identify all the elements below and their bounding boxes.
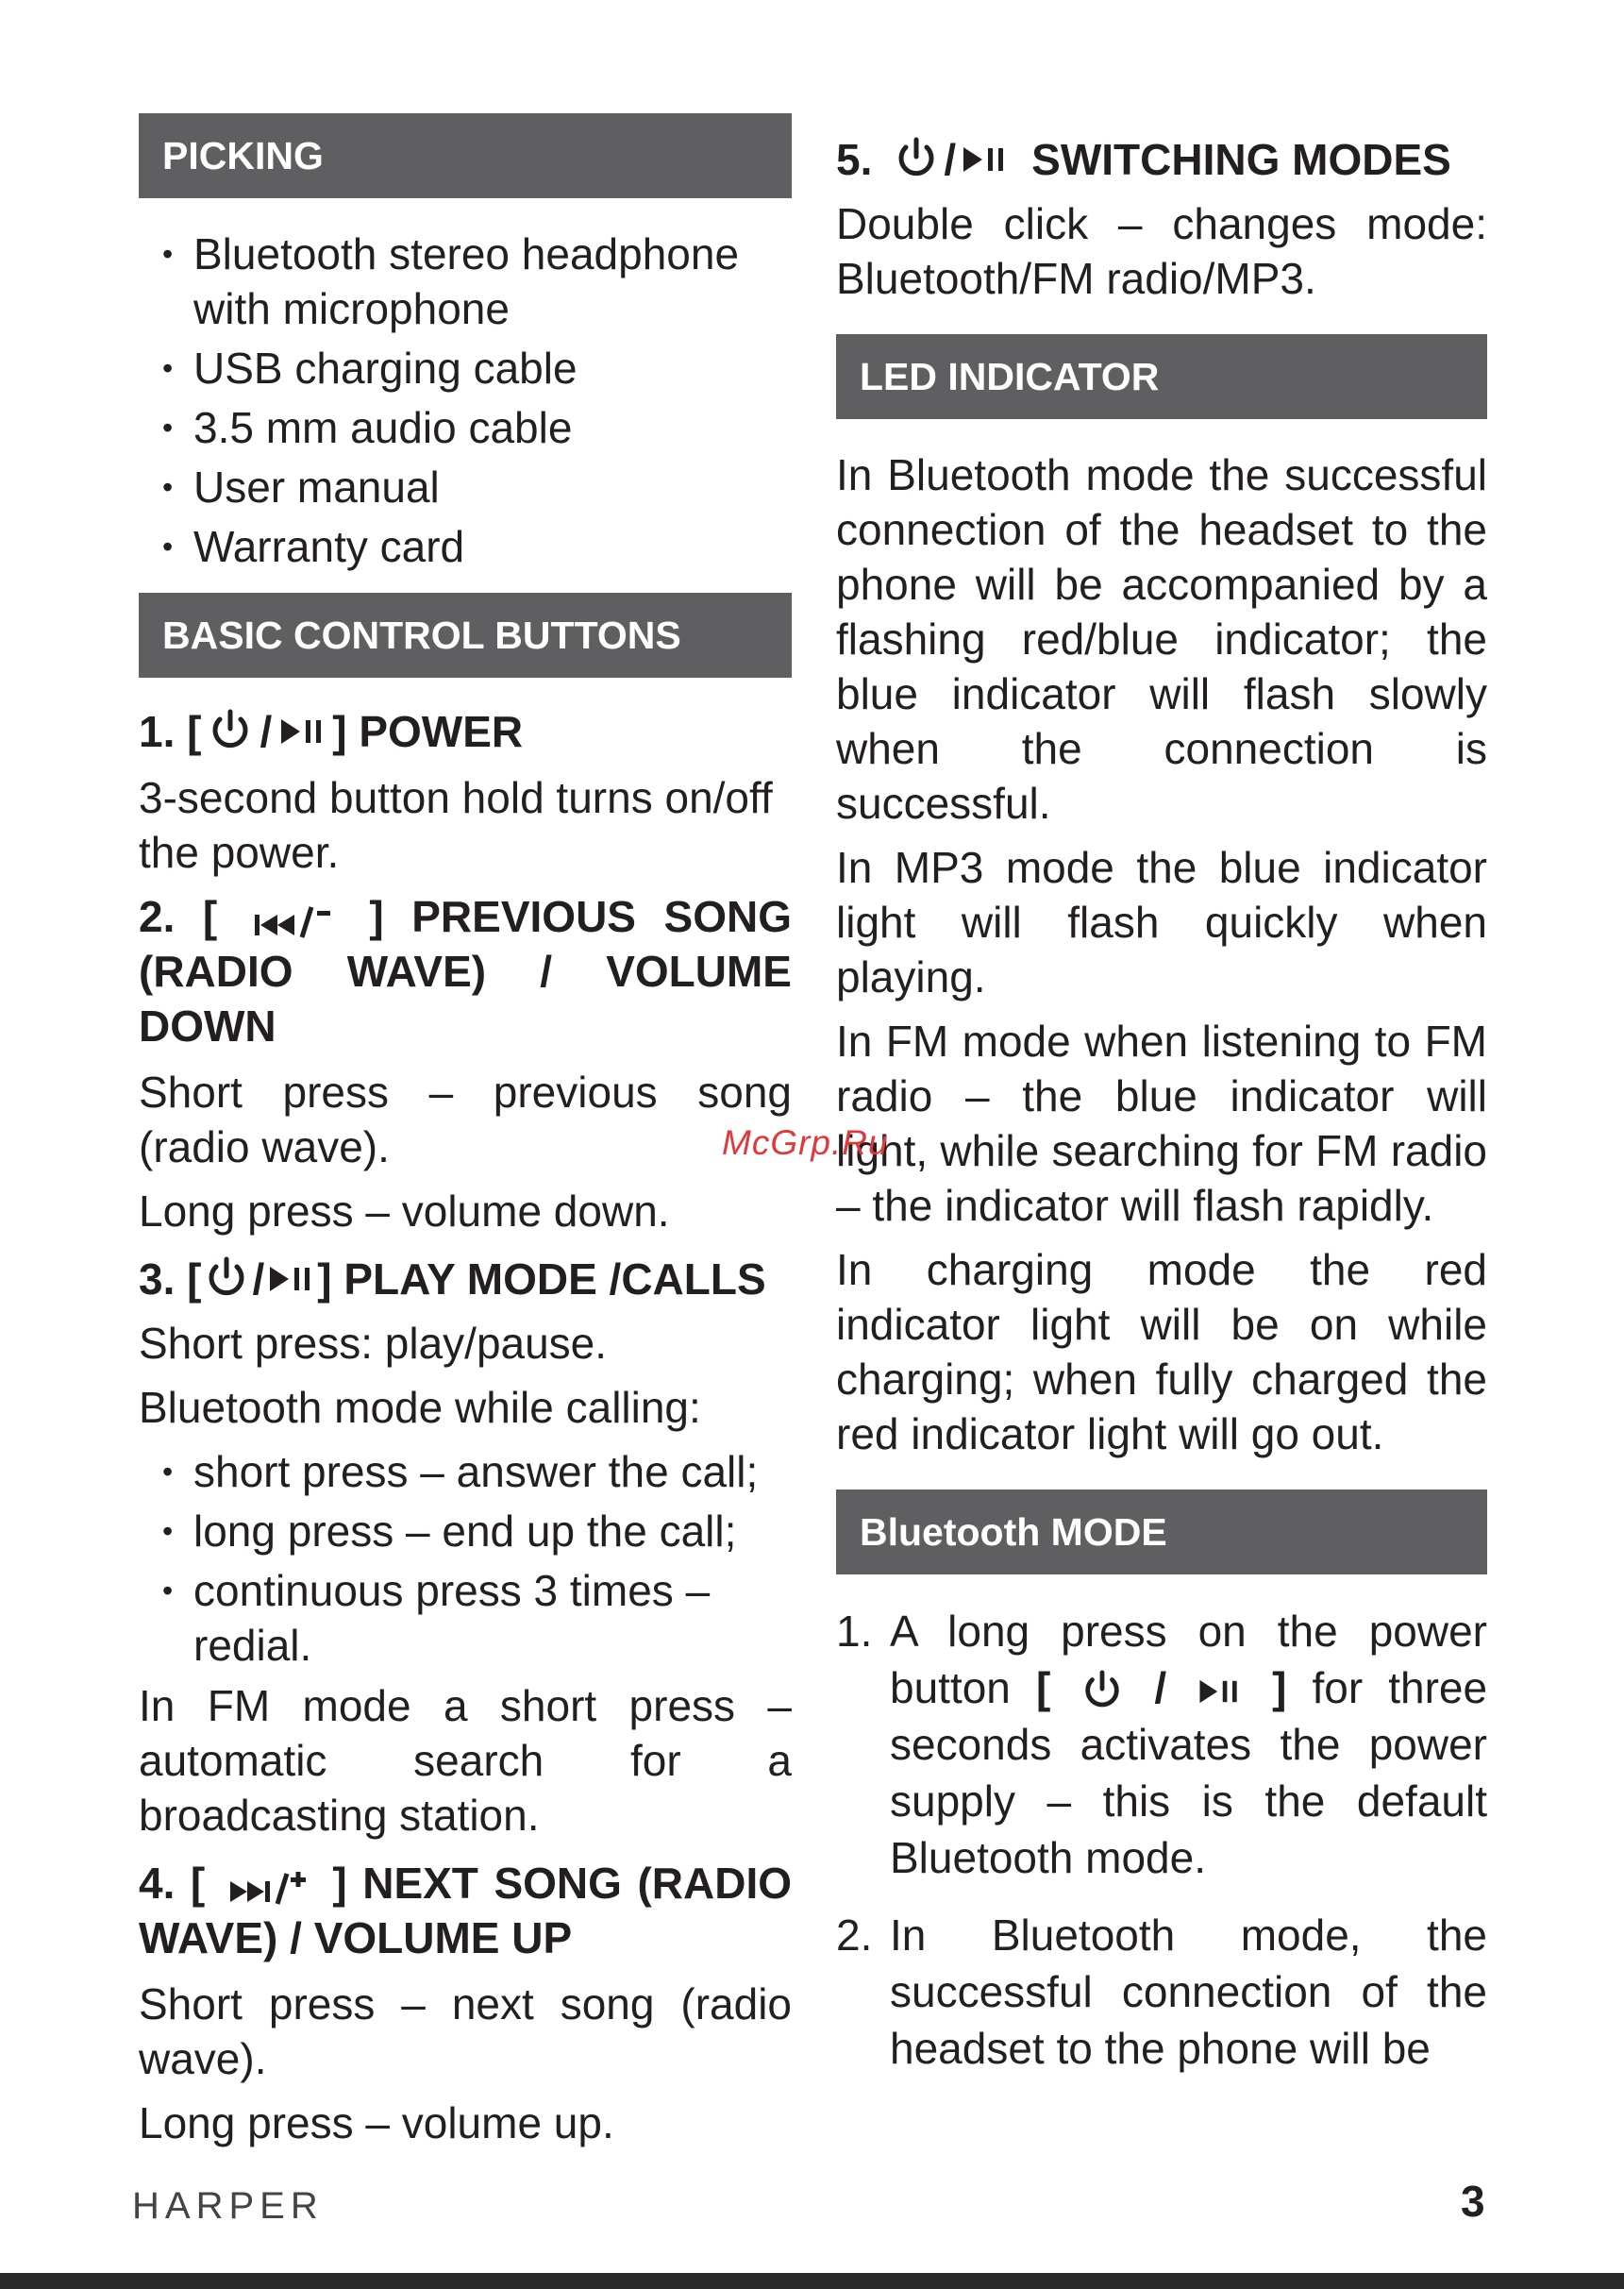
list-item: 2. In Bluetooth mode, the successful connection of the headset to the phone will be [836, 1910, 1487, 2073]
play-mode-heading: 3. [ / ] PLAY MODE /CALLS [139, 1254, 766, 1304]
list-item: • 3.5 mm audio cable [139, 400, 792, 455]
list-item: • Bluetooth stereo headphone with microphone [139, 227, 792, 336]
switching-modes-heading: 5. / SWITCHING MODES [836, 135, 1451, 184]
list-item: • short press – answer the call; [139, 1444, 792, 1499]
next-short-press: Short press – next song (radio wave). [139, 1979, 792, 2083]
brand-logo: HARPER [132, 2185, 324, 2227]
switching-text: Double click – changes mode: Bluetooth/FM radio/MP3. [836, 199, 1487, 303]
next-volume-up-icon [228, 1868, 310, 1906]
led-bluetooth-text: In Bluetooth mode the successful connection of the headset to the phone will be accompanied by a flashing red/blue indicator; the blue indicator will flash slowly when the connection is successful. [836, 450, 1487, 828]
led-indicator-header: LED INDICATOR [836, 334, 1487, 419]
play-pause-icon [962, 145, 1007, 174]
led-mp3-text: In MP3 mode the blue indicator light will flash quickly when playing. [836, 843, 1487, 1001]
list-item: 1. A long press on the power button [ / ] for three seconds activates the power supply – this is the default Bluetooth mode. [836, 1607, 1488, 1882]
left-column [139, 113, 792, 2150]
play-pause-icon [268, 1265, 313, 1293]
power-icon [209, 708, 252, 755]
led-charging-text: In charging mode the red indicator light will be on while charging; when fully charged the red indicator light will go out. [836, 1245, 1487, 1458]
bluetooth-mode-header: Bluetooth MODE [836, 1490, 1487, 1574]
picking-header: PICKING [139, 113, 792, 198]
basic-control-header: BASIC CONTROL BUTTONS [139, 593, 792, 678]
play-pause-icon [1197, 1678, 1241, 1705]
power-icon [205, 1255, 248, 1303]
next-song-heading: 4. [ ] NEXT SONG (RADIO WAVE) / VOLUME UP [139, 1859, 793, 1962]
picking-list [139, 227, 792, 574]
list-item: • continuous press 3 times – redial. [139, 1563, 792, 1673]
previous-volume-down-icon [253, 901, 334, 939]
led-fm-text: In FM mode when listening to FM radio – the blue indicator will light, while searching for FM radio – the indicator will flash rapidly. [836, 1017, 1487, 1230]
play-bluetooth-calling: Bluetooth mode while calling: [139, 1383, 701, 1432]
power-heading: 1. [ / ] POWER [139, 707, 524, 756]
list-item: • User manual [139, 460, 792, 514]
play-pause-icon [279, 717, 325, 746]
previous-long-press: Long press – volume down. [139, 1187, 670, 1236]
watermark: McGrp.Ru [722, 1123, 889, 1162]
power-icon [1081, 1669, 1123, 1714]
bottom-edge [0, 2273, 1624, 2289]
list-item: • long press – end up the call; [139, 1504, 792, 1558]
play-short-press: Short press: play/pause. [139, 1319, 608, 1368]
page-number: 3 [1461, 2177, 1485, 2226]
list-item: • USB charging cable [139, 341, 792, 396]
right-column [836, 113, 1487, 2077]
bluetooth-mode-list [836, 1603, 1487, 2077]
calling-list [139, 1444, 792, 1673]
power-text: 3-second button hold turns on/off the power. [139, 773, 773, 877]
list-item: • Warranty card [139, 519, 792, 574]
play-fm-mode: In FM mode a short press – automatic search for a broadcasting station. [139, 1681, 792, 1840]
next-long-press: Long press – volume up. [139, 2098, 614, 2147]
previous-short-press: Short press – previous song (radio wave). [139, 1068, 792, 1171]
previous-song-heading: 2. [ ] PREVIOUS SONG (RADIO WAVE) / VOLUME DOWN [139, 892, 792, 1051]
power-icon [895, 136, 938, 183]
